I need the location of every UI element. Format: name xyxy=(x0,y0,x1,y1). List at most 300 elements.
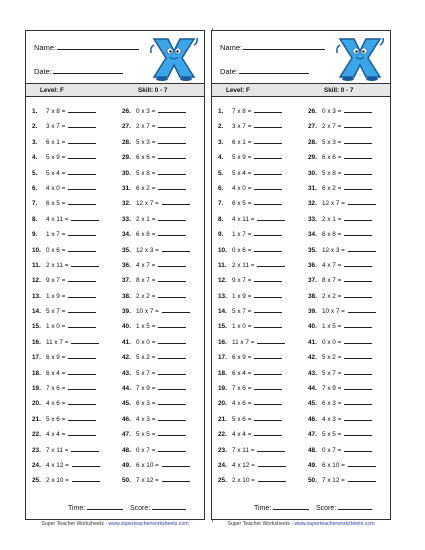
answer-line[interactable] xyxy=(68,399,96,405)
problem-item xyxy=(122,122,210,137)
problem-number: 43. xyxy=(122,369,131,377)
answer-line[interactable] xyxy=(68,199,96,205)
answer-line[interactable] xyxy=(254,230,282,236)
time-label: Time: xyxy=(68,505,86,512)
problem-item xyxy=(308,122,396,137)
problem-expression: 2 x 10 = xyxy=(232,477,255,485)
problem-item xyxy=(32,122,120,137)
problem-expression: 2 x 2 = xyxy=(322,292,342,300)
problem-item xyxy=(308,461,396,476)
problem-number: 7. xyxy=(32,200,38,208)
answer-line[interactable] xyxy=(158,153,186,159)
problem-expression: 6 x 9 = xyxy=(232,354,252,362)
name-field[interactable] xyxy=(34,43,139,52)
problem-number: 15. xyxy=(218,323,227,331)
score-field[interactable] xyxy=(130,503,186,512)
problem-number: 40. xyxy=(122,323,131,331)
problem-number: 12. xyxy=(32,277,41,285)
problem-number: 8. xyxy=(32,215,38,223)
answer-line[interactable] xyxy=(344,184,372,190)
credit-text: Super Teacher Worksheets - xyxy=(41,521,109,527)
answer-line[interactable] xyxy=(254,292,282,298)
problem-item xyxy=(32,230,120,245)
problem-expression: 7 x 9 = xyxy=(322,385,342,393)
problem-number: 3. xyxy=(218,138,224,146)
answer-line[interactable] xyxy=(158,415,186,421)
answer-line[interactable] xyxy=(158,384,186,390)
name-label: Name: xyxy=(220,43,243,52)
answer-line[interactable] xyxy=(68,169,96,175)
answer-line[interactable] xyxy=(344,292,372,298)
problem-item xyxy=(218,215,306,230)
answer-line[interactable] xyxy=(71,446,99,452)
answer-line[interactable] xyxy=(254,153,282,159)
answer-line[interactable] xyxy=(71,338,99,344)
problem-expression: 4 x 7 = xyxy=(136,261,156,269)
answer-line[interactable] xyxy=(162,246,190,252)
problem-expression: 4 x 4 = xyxy=(232,431,252,439)
problem-expression: 7 x 12 = xyxy=(322,477,345,485)
problem-number: 31. xyxy=(308,184,317,192)
answer-line[interactable] xyxy=(68,230,96,236)
problem-item xyxy=(218,461,306,476)
problem-expression: 2 x 10 = xyxy=(46,477,69,485)
problem-item xyxy=(32,338,120,353)
answer-line[interactable] xyxy=(68,369,96,375)
credit-url[interactable]: www.superteacherworksheets.com xyxy=(294,521,375,527)
date-line[interactable] xyxy=(53,67,123,74)
credit-url[interactable]: www.superteacherworksheets.com xyxy=(108,521,189,527)
problem-item xyxy=(308,322,396,337)
problem-expression: 1 x 7 = xyxy=(46,231,66,239)
problem-expression: 7 x 8 = xyxy=(46,108,66,115)
problem-number: 30. xyxy=(122,169,131,177)
answer-line[interactable] xyxy=(344,230,372,236)
answer-line[interactable] xyxy=(344,107,372,113)
problem-item xyxy=(32,199,120,214)
problem-item xyxy=(122,430,210,445)
problem-item xyxy=(218,184,306,199)
problem-number: 30. xyxy=(308,169,317,177)
answer-line[interactable] xyxy=(158,276,186,282)
problem-expression: 5 x 3 = xyxy=(322,138,342,146)
answer-line[interactable] xyxy=(158,261,186,267)
score-line[interactable] xyxy=(152,503,186,510)
answer-line[interactable] xyxy=(344,122,372,128)
answer-line[interactable] xyxy=(158,215,186,221)
problem-expression: 11 x 7 = xyxy=(232,338,255,346)
answer-line[interactable] xyxy=(158,138,186,144)
time-line[interactable] xyxy=(273,503,309,510)
credit-left xyxy=(22,521,208,527)
problem-expression: 6 x 1 = xyxy=(46,138,66,146)
problem-expression: 5 x 2 = xyxy=(136,354,156,362)
credit-text: Super Teacher Worksheets - xyxy=(227,521,295,527)
problem-expression: 4 x 3 = xyxy=(136,415,156,423)
problem-item xyxy=(32,292,120,307)
problem-item xyxy=(218,399,306,414)
answer-line[interactable] xyxy=(254,415,282,421)
answer-line[interactable] xyxy=(254,184,282,190)
answer-line[interactable] xyxy=(158,122,186,128)
problem-item xyxy=(122,338,210,353)
problem-item xyxy=(32,369,120,384)
problem-expression: 1 x 9 = xyxy=(46,292,66,300)
problem-item xyxy=(308,338,396,353)
sheet-header xyxy=(26,31,204,83)
problem-item xyxy=(32,476,120,491)
answer-line[interactable] xyxy=(71,261,99,267)
problem-item xyxy=(308,307,396,322)
answer-line[interactable] xyxy=(257,446,285,452)
problem-expression: 5 x 2 = xyxy=(322,354,342,362)
problem-item xyxy=(122,199,210,214)
answer-line[interactable] xyxy=(254,122,282,128)
problem-item xyxy=(308,230,396,245)
problem-item xyxy=(122,107,210,122)
problem-expression: 7 x 6 = xyxy=(232,385,252,393)
problem-number: 12. xyxy=(218,277,227,285)
level-skill-bar xyxy=(212,83,390,97)
problem-item xyxy=(32,169,120,184)
answer-line[interactable] xyxy=(68,353,96,359)
answer-line[interactable] xyxy=(344,369,372,375)
problem-number: 13. xyxy=(32,292,41,300)
answer-line[interactable] xyxy=(344,353,372,359)
answer-line[interactable] xyxy=(344,415,372,421)
answer-line[interactable] xyxy=(162,307,190,313)
answer-line[interactable] xyxy=(348,307,376,313)
problem-item xyxy=(218,476,306,491)
answer-line[interactable] xyxy=(344,384,372,390)
problem-number: 7. xyxy=(218,200,224,208)
problem-expression: 1 x 0 = xyxy=(46,323,66,331)
problem-number: 23. xyxy=(32,446,41,454)
problem-column-2 xyxy=(308,107,396,492)
answer-line[interactable] xyxy=(158,184,186,190)
answer-line[interactable] xyxy=(254,246,282,252)
problem-item xyxy=(122,261,210,276)
score-label: Score: xyxy=(316,505,337,512)
problem-number: 31. xyxy=(122,184,131,192)
problem-item xyxy=(122,322,210,337)
time-line[interactable] xyxy=(87,503,123,510)
answer-line[interactable] xyxy=(158,430,186,436)
problem-expression: 0 x 0 = xyxy=(136,338,156,346)
problem-number: 39. xyxy=(122,308,131,316)
problem-expression: 4 x 12 = xyxy=(46,461,69,469)
time-field[interactable] xyxy=(254,503,309,512)
answer-line[interactable] xyxy=(254,107,282,113)
time-field[interactable] xyxy=(68,503,123,512)
answer-line[interactable] xyxy=(254,199,282,205)
problem-number: 22. xyxy=(218,431,227,439)
answer-line[interactable] xyxy=(158,230,186,236)
problem-number: 27. xyxy=(122,123,131,131)
problem-expression: 0 x 3 = xyxy=(136,108,156,115)
problem-number: 28. xyxy=(122,138,131,146)
problem-expression: 4 x 7 = xyxy=(322,261,342,269)
problem-item xyxy=(122,230,210,245)
answer-line[interactable] xyxy=(68,307,96,313)
answer-line[interactable] xyxy=(68,384,96,390)
problem-expression: 5 x 4 = xyxy=(232,169,252,177)
level-skill-bar xyxy=(26,83,204,97)
answer-line[interactable] xyxy=(158,292,186,298)
answer-line[interactable] xyxy=(254,169,282,175)
problem-number: 29. xyxy=(308,154,317,162)
answer-line[interactable] xyxy=(72,461,100,467)
problem-expression: 12 x 3 = xyxy=(322,246,345,254)
problem-item xyxy=(122,353,210,368)
problem-expression: 5 x 5 = xyxy=(136,431,156,439)
score-label: Score: xyxy=(130,505,151,512)
problem-number: 41. xyxy=(122,338,131,346)
answer-line[interactable] xyxy=(254,276,282,282)
problem-expression: 2 x 7 = xyxy=(136,123,156,131)
problem-item xyxy=(218,153,306,168)
problem-item xyxy=(122,138,210,153)
problem-number: 18. xyxy=(32,369,41,377)
problem-item xyxy=(308,276,396,291)
problem-number: 8. xyxy=(218,215,224,223)
problem-expression: 6 x 4 = xyxy=(232,369,252,377)
problem-number: 47. xyxy=(122,431,131,439)
problem-number: 21. xyxy=(218,415,227,423)
problem-column-2 xyxy=(122,107,210,492)
answer-line[interactable] xyxy=(344,138,372,144)
problem-item xyxy=(122,292,210,307)
problem-number: 20. xyxy=(32,400,41,408)
problem-expression: 6 x 2 = xyxy=(136,184,156,192)
answer-line[interactable] xyxy=(68,184,96,190)
problem-expression: 6 x 3 = xyxy=(136,400,156,408)
answer-line[interactable] xyxy=(158,446,186,452)
problem-expression: 4 x 6 = xyxy=(232,400,252,408)
problem-expression: 6 x 5 = xyxy=(232,200,252,208)
date-field[interactable] xyxy=(220,67,309,76)
date-field[interactable] xyxy=(34,67,123,76)
problem-number: 1. xyxy=(32,108,38,115)
problem-item xyxy=(32,384,120,399)
problem-expression: 7 x 12 = xyxy=(136,477,159,485)
problem-number: 19. xyxy=(218,385,227,393)
problem-item xyxy=(218,307,306,322)
answer-line[interactable] xyxy=(344,338,372,344)
answer-line[interactable] xyxy=(68,415,96,421)
problem-number: 50. xyxy=(122,477,131,485)
answer-line[interactable] xyxy=(257,215,285,221)
answer-line[interactable] xyxy=(344,322,372,328)
problem-expression: 5 x 6 = xyxy=(46,415,66,423)
problem-expression: 0 x 7 = xyxy=(322,446,342,454)
answer-line[interactable] xyxy=(348,461,376,467)
answer-line[interactable] xyxy=(68,138,96,144)
answer-line[interactable] xyxy=(254,399,282,405)
answer-line[interactable] xyxy=(258,461,286,467)
answer-line[interactable] xyxy=(257,261,285,267)
problem-item xyxy=(218,353,306,368)
problem-expression: 5 x 8 = xyxy=(136,169,156,177)
problem-expression: 2 x 2 = xyxy=(136,292,156,300)
problem-expression: 6 x 5 = xyxy=(46,200,66,208)
problem-item xyxy=(218,122,306,137)
problem-expression: 5 x 5 = xyxy=(322,431,342,439)
answer-line[interactable] xyxy=(158,353,186,359)
problem-number: 3. xyxy=(32,138,38,146)
problem-expression: 2 x 11 = xyxy=(232,261,255,269)
problem-item xyxy=(308,215,396,230)
worksheet-right xyxy=(211,30,391,520)
problem-expression: 6 x 1 = xyxy=(232,138,252,146)
answer-line[interactable] xyxy=(71,215,99,221)
answer-line[interactable] xyxy=(68,430,96,436)
problem-expression: 1 x 5 = xyxy=(136,323,156,331)
name-line[interactable] xyxy=(57,43,139,50)
problem-number: 6. xyxy=(32,184,38,192)
answer-line[interactable] xyxy=(162,461,190,467)
sheet-header xyxy=(212,31,390,83)
answer-line[interactable] xyxy=(344,169,372,175)
problem-number: 10. xyxy=(218,246,227,254)
problem-column-1 xyxy=(218,107,306,492)
problem-item xyxy=(218,384,306,399)
problem-expression: 10 x 7 = xyxy=(322,308,345,316)
problem-item xyxy=(218,169,306,184)
answer-line[interactable] xyxy=(68,276,96,282)
problem-number: 1. xyxy=(218,108,224,115)
answer-line[interactable] xyxy=(254,430,282,436)
problem-number: 2. xyxy=(218,123,224,131)
answer-line[interactable] xyxy=(257,338,285,344)
answer-line[interactable] xyxy=(68,322,96,328)
problem-number: 20. xyxy=(218,400,227,408)
answer-line[interactable] xyxy=(68,107,96,113)
problem-number: 40. xyxy=(308,323,317,331)
score-line[interactable] xyxy=(338,503,372,510)
problem-number: 26. xyxy=(122,108,131,115)
problem-number: 5. xyxy=(32,169,38,177)
problem-expression: 12 x 3 = xyxy=(136,246,159,254)
problem-number: 10. xyxy=(32,246,41,254)
skill-label: Skill: 0 - 7 xyxy=(138,87,168,94)
answer-line[interactable] xyxy=(158,338,186,344)
answer-line[interactable] xyxy=(162,199,190,205)
answer-line[interactable] xyxy=(254,369,282,375)
problem-expression: 5 x 3 = xyxy=(136,138,156,146)
name-line[interactable] xyxy=(243,43,325,50)
problem-item xyxy=(308,430,396,445)
problem-number: 21. xyxy=(32,415,41,423)
problem-item xyxy=(32,353,120,368)
answer-line[interactable] xyxy=(344,215,372,221)
answer-line[interactable] xyxy=(68,246,96,252)
answer-line[interactable] xyxy=(72,476,100,482)
date-line[interactable] xyxy=(239,67,309,74)
answer-line[interactable] xyxy=(158,399,186,405)
answer-line[interactable] xyxy=(254,353,282,359)
skill-label: Skill: 0 - 7 xyxy=(324,87,354,94)
answer-line[interactable] xyxy=(68,153,96,159)
problem-number: 32. xyxy=(122,200,131,208)
problem-expression: 0 x 0 = xyxy=(322,338,342,346)
problem-item xyxy=(218,338,306,353)
problem-expression: 7 x 11 = xyxy=(232,446,255,454)
answer-line[interactable] xyxy=(344,276,372,282)
answer-line[interactable] xyxy=(348,246,376,252)
worksheet-left xyxy=(25,30,205,520)
problem-number: 49. xyxy=(308,461,317,469)
problem-item xyxy=(32,276,120,291)
problem-number: 45. xyxy=(122,400,131,408)
answer-line[interactable] xyxy=(162,476,190,482)
problem-number: 15. xyxy=(32,323,41,331)
problem-number: 37. xyxy=(308,277,317,285)
answer-line[interactable] xyxy=(158,369,186,375)
problem-item xyxy=(32,399,120,414)
problem-item xyxy=(32,322,120,337)
answer-line[interactable] xyxy=(158,322,186,328)
score-field[interactable] xyxy=(316,503,372,512)
problem-item xyxy=(308,476,396,491)
problem-number: 38. xyxy=(308,292,317,300)
problem-expression: 6 x 2 = xyxy=(322,184,342,192)
problem-number: 43. xyxy=(308,369,317,377)
letter-x-mascot-icon xyxy=(334,35,386,81)
answer-line[interactable] xyxy=(254,322,282,328)
problem-item xyxy=(308,415,396,430)
name-field[interactable] xyxy=(220,43,325,52)
problem-number: 46. xyxy=(122,415,131,423)
answer-line[interactable] xyxy=(344,261,372,267)
answer-line[interactable] xyxy=(158,169,186,175)
answer-line[interactable] xyxy=(254,307,282,313)
problem-expression: 5 x 7 = xyxy=(46,308,66,316)
answer-line[interactable] xyxy=(348,476,376,482)
problem-expression: 9 x 7 = xyxy=(46,277,66,285)
answer-line[interactable] xyxy=(254,384,282,390)
problem-item xyxy=(218,369,306,384)
problem-expression: 0 x 6 = xyxy=(46,246,66,254)
problem-number: 25. xyxy=(218,477,227,485)
answer-line[interactable] xyxy=(258,476,286,482)
answer-line[interactable] xyxy=(254,138,282,144)
answer-line[interactable] xyxy=(68,292,96,298)
answer-line[interactable] xyxy=(68,122,96,128)
problem-number: 44. xyxy=(122,385,131,393)
answer-line[interactable] xyxy=(348,199,376,205)
problem-expression: 7 x 11 = xyxy=(46,446,69,454)
problem-number: 36. xyxy=(122,261,131,269)
answer-line[interactable] xyxy=(344,399,372,405)
problem-number: 26. xyxy=(308,108,317,115)
problem-expression: 2 x 11 = xyxy=(46,261,69,269)
problem-item xyxy=(218,276,306,291)
problem-expression: 5 x 7 = xyxy=(322,369,342,377)
answer-line[interactable] xyxy=(158,107,186,113)
problem-expression: 5 x 9 = xyxy=(46,154,66,162)
problem-expression: 5 x 4 = xyxy=(46,169,66,177)
problem-number: 24. xyxy=(218,461,227,469)
problem-expression: 9 x 7 = xyxy=(232,277,252,285)
problem-number: 50. xyxy=(308,477,317,485)
answer-line[interactable] xyxy=(344,430,372,436)
answer-line[interactable] xyxy=(344,153,372,159)
problem-number: 32. xyxy=(308,200,317,208)
answer-line[interactable] xyxy=(344,446,372,452)
problem-item xyxy=(218,415,306,430)
problem-item xyxy=(32,430,120,445)
